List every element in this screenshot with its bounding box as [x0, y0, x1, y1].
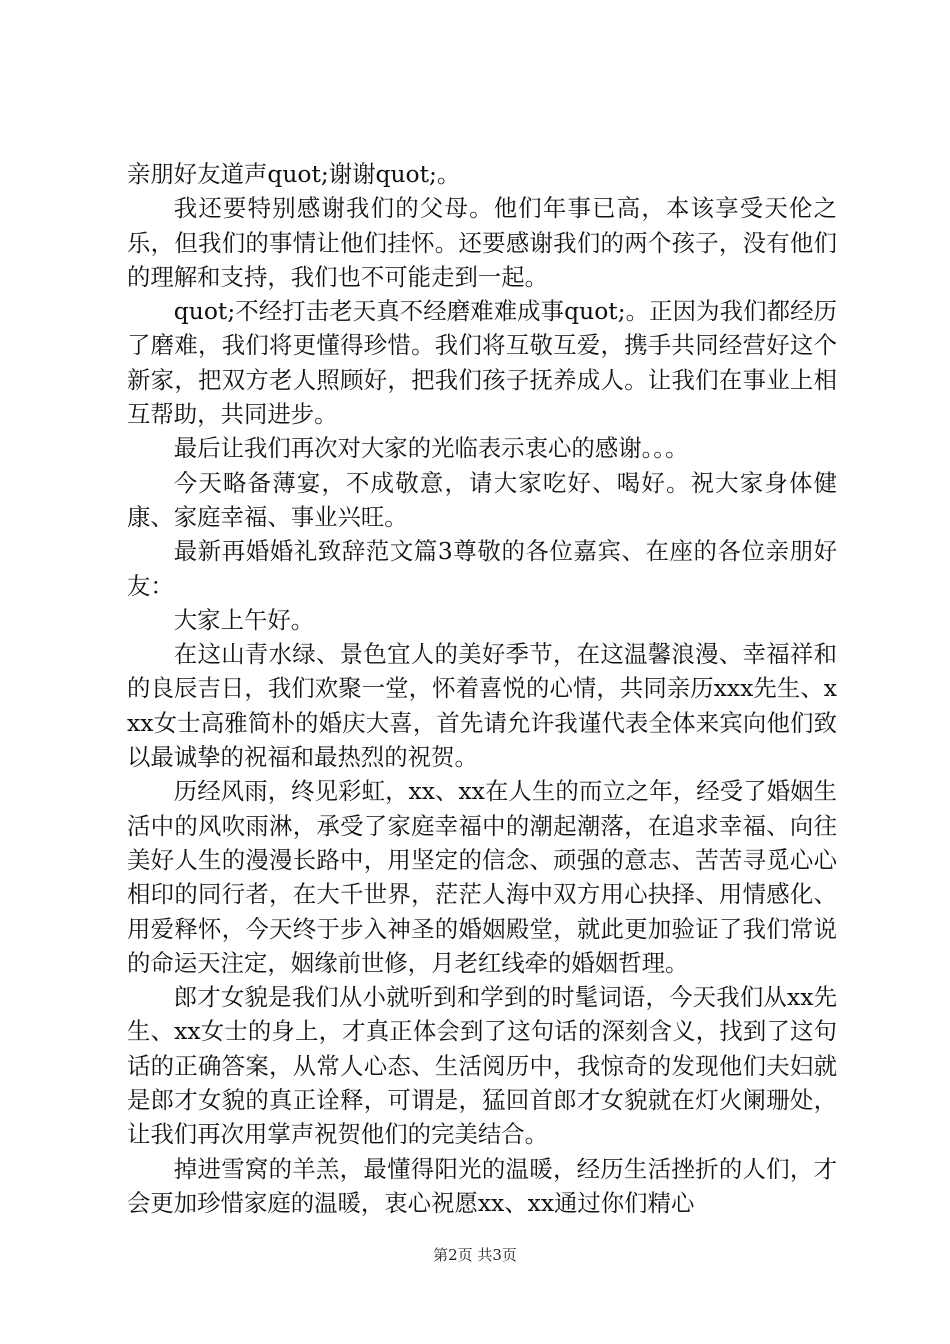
paragraph-3: quot;不经打击老天真不经磨难难成事quot;。正因为我们都经历了磨难，我们将更懂得珍惜。我们将互敬互爱，携手共同经营好这个新家，把双方老人照顾好，把我们孩子抚养成人。让我们在事业上相互帮助，共同进步。 — [127, 297, 837, 429]
paragraph-10: 郎才女貌是我们从小就听到和学到的时髦词语，今天我们从xx先生、xx女士的身上，才真正体会到了这句话的深刻含义，找到了这句话的正确答案，从常人心态、生活阅历中，我惊奇的发现他们夫妇就是郎才女貌的真正诠释，可谓是，猛回首郎才女貌就在灯火阑珊处，让我们再次用掌声祝贺他们的完美结合。 — [127, 983, 837, 1149]
document-body — [127, 157, 837, 1220]
page-number-footer: 第2页 共3页 — [433, 1246, 517, 1264]
paragraph-8: 在这山青水绿、景色宜人的美好季节，在这温馨浪漫、幸福祥和的良辰吉日，我们欢聚一堂，怀着喜悦的心情，共同亲历xxx先生、xxx女士高雅简朴的婚庆大喜，首先请允许我谨代表全体来宾向他们致以最诚挚的祝福和最热烈的祝贺。 — [127, 640, 837, 772]
paragraph-11: 掉进雪窝的羊羔，最懂得阳光的温暖，经历生活挫折的人们，才会更加珍惜家庭的温暖，衷心祝愿xx、xx通过你们精心 — [127, 1154, 837, 1217]
paragraph-2: 我还要特别感谢我们的父母。他们年事已高，本该享受天伦之乐，但我们的事情让他们挂怀。还要感谢我们的两个孩子，没有他们的理解和支持，我们也不可能走到一起。 — [127, 194, 837, 291]
paragraph-7-greeting: 大家上午好。 — [173, 605, 315, 634]
paragraph-5: 今天略备薄宴，不成敬意，请大家吃好、喝好。祝大家身体健康、家庭幸福、事业兴旺。 — [127, 468, 837, 531]
paragraph-6-section-heading: 最新再婚婚礼致辞范文篇3尊敬的各位嘉宾、在座的各位亲朋好友： — [127, 537, 837, 600]
paragraph-4: 最后让我们再次对大家的光临表示衷心的感谢。。。 — [173, 434, 689, 463]
paragraph-9: 历经风雨，终见彩虹，xx、xx在人生的而立之年，经受了婚姻生活中的风吹雨淋，承受了家庭幸福中的潮起潮落，在追求幸福、向往美好人生的漫漫长路中，用坚定的信念、顽强的意志、苦苦寻觅心心相印的同行者，在大千世界，茫茫人海中双方用心抉择、用情感化、用爱释怀，今天终于步入神圣的婚姻殿堂，就此更加验证了我们常说的命运天注定，姻缘前世修，月老红线牵的婚姻哲理。 — [127, 777, 837, 977]
paragraph-1: 亲朋好友道声quot;谢谢quot;。 — [127, 160, 461, 188]
